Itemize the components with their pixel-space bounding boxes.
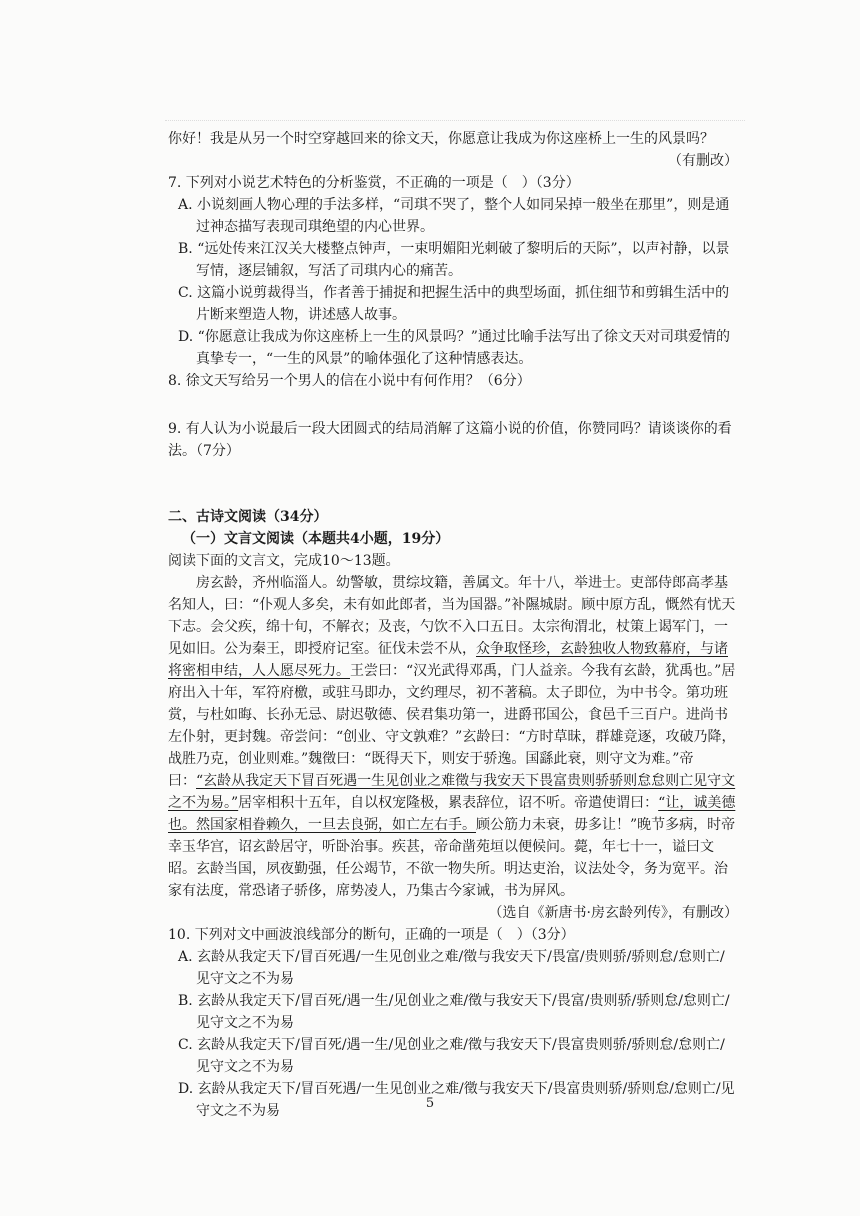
question-10-option-a: A. 玄龄从我定天下/冒百死遇/一生见创业之难/徵与我安天下/畏富/贵则骄/骄则怠/怠则亡/见守文之不为易 (178, 949, 725, 987)
wavy-underlined-sentence: “玄龄从我定天下冒百死遇一生见创业之难徵与我安天下畏富贵则骄骄则怠怠则亡见守文之不为易。” (168, 773, 736, 811)
question-7-option-b: B. “远处传来江汉关大楼整点钟声，一束明媚阳光刺破了黎明后的天际”，以声衬静，以景写情，逐层铺叙，写活了司琪内心的痛苦。 (178, 241, 730, 279)
question-10-stem: 10. 下列对文中画波浪线部分的断句，正确的一项是（ ）（3分） (168, 927, 575, 943)
story-closing-line: 你好！我是从另一个时空穿越回来的徐文天，你愿意让我成为你这座桥上一生的风景吗？ (168, 131, 714, 147)
answer-space (168, 462, 738, 506)
answer-space (168, 392, 738, 418)
section-2-subtitle: （一）文言文阅读（本题共4小题，19分） (182, 531, 450, 547)
edit-note: （有删改） (668, 153, 738, 169)
passage-text-4: 顾公筋力未衰，毋多让！”晚节多病，时帝幸玉华宫，诏玄龄居守，听卧治事。疾甚，帝命凿苑垣以便候问。薨，年七十一，谥曰文昭。玄龄当国，夙夜勤强，任公竭节，不欲一物失所。明达吏治，议法处令，务为宽平。治家有法度，常恐诸子骄侈，席势凌人，乃集古今家诫，书为屏风。 (168, 817, 736, 899)
question-8: 8. 徐文天写给另一个男人的信在小说中有何作用？（6分） (168, 373, 531, 389)
classical-passage (168, 572, 738, 902)
passage-source: （选自《新唐书·房玄龄列传》，有删改） (488, 905, 738, 921)
underlined-sentence-1: 众争取怪珍，玄龄独收人物致幕府，与诸将密相申结，人人愿尽死力。 (168, 641, 728, 679)
question-7-option-c: C. 这篇小说剪裁得当，作者善于捕捉和把握生活中的典型场面，抓住细节和剪辑生活中的片断来塑造人物，讲述感人故事。 (178, 285, 730, 323)
question-7-option-d: D. “你愿意让我成为你这座桥上一生的风景吗？”通过比喻手法写出了徐文天对司琪爱情的真挚专一，“一生的风景”的喻体强化了这种情感表达。 (178, 329, 730, 367)
question-7-stem: 7. 下列对小说艺术特色的分析鉴赏，不正确的一项是（ ）（3分） (168, 175, 580, 191)
question-10-option-c: C. 玄龄从我定天下/冒百死/遇一生/见创业之难/徵与我安天下/畏富贵则骄/骄则怠/怠则亡/见守文之不为易 (178, 1037, 725, 1075)
page-number: 5 (425, 1096, 435, 1111)
bleed-through-line (165, 120, 745, 122)
page-content (168, 128, 738, 1122)
reading-instruction: 阅读下面的文言文，完成10～13题。 (168, 553, 400, 569)
question-7-option-a: A. 小说刻画人物心理的手法多样，“司琪不哭了，整个人如同呆掉一般坐在那里”，则是通过神态描写表现司琪绝望的内心世界。 (178, 197, 730, 235)
passage-text-2: 王尝曰：“汉光武得邓禹，门人益亲。今我有玄龄，犹禹也。”居府出入十年，军符府檄，或驻马即办，文约理尽，初不著稿。太子即位，为中书令。第功班赏，与杜如晦、长孙无忌、尉迟敬德、侯君集功第一，进爵邗国公，食邑千三百户。进尚书左仆射，更封魏。帝尝问：“创业、守文孰难？”玄龄曰：“方时草昧，群雄竞逐，攻破乃降，战胜乃克，创业则难。”魏徵曰：“既得天下，则安于骄逸。国繇此衰，则守文为难。”帝曰： (168, 663, 736, 789)
passage-text-1: 房玄龄，齐州临淄人。幼警敏，贯综坟籍，善属文。年十八，举进士。吏部侍郎高孝基名知人，曰：“仆观人多矣，未有如此郎者，当为国器。”补隰城尉。顾中原方乱，慨然有忧天下志。会父疾，绵十旬，不解衣；及丧，勺饮不入口五日。太宗徇渭北，杖策上谒军门，一见如旧。公为秦王，即授府记室。征伐未尝不从， (168, 575, 736, 657)
passage-text-3: 居宰相积十五年，自以权宠隆极，累表辞位，诏不听。帝遣使谓曰： (238, 795, 659, 811)
question-10-option-b: B. 玄龄从我定天下/冒百死/遇一生/见创业之难/徵与我安天下/畏富/贵则骄/骄则怠/怠则亡/见守文之不为易 (178, 993, 730, 1031)
section-2-title: 二、古诗文阅读（34分） (168, 509, 328, 525)
underlined-sentence-2: “让，诚美德也。然国家相眷赖久，一旦去良弼，如亡左右手。 (168, 795, 736, 833)
question-9: 9. 有人认为小说最后一段大团圆式的结局消解了这篇小说的价值，你赞同吗？请谈谈你的看法。（7分） (168, 421, 732, 459)
question-10-option-d: D. 玄龄从我定天下/冒百死遇/一生见创业之难/徵与我安天下/畏富贵则骄/骄则怠/怠则亡/见守文之不为易 (178, 1081, 735, 1119)
